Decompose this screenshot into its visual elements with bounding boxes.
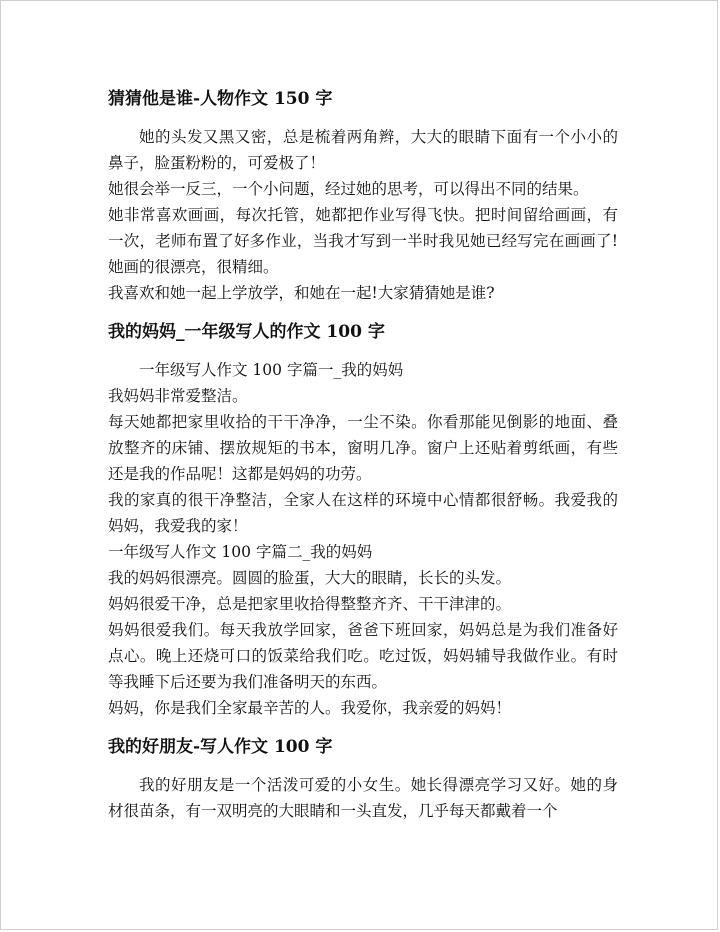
section-title: 我的好朋友-写人作文 100 字 bbox=[108, 737, 333, 757]
paragraph: 我的妈妈很漂亮。圆圆的脸蛋，大大的眼睛，长长的头发。 bbox=[108, 569, 512, 587]
section-title: 猜猜他是谁-人物作文 150 字 bbox=[108, 89, 333, 109]
paragraph: 妈妈很爱我们。每天我放学回家，爸爸下班回家，妈妈总是为我们准备好点心。晚上还烧可口的饭菜给我们吃。吃过饭，妈妈辅导我做作业。有时等我睡下后还要为我们准备明天的东西。 bbox=[108, 621, 618, 691]
paragraph: 她很会举一反三，一个小问题，经过她的思考，可以得出不同的结果。 bbox=[108, 180, 589, 198]
paragraph: 妈妈很爱干净，总是把家里收拾得整整齐齐、干干津津的。 bbox=[108, 595, 512, 613]
paragraph: 一年级写人作文 100 字篇一_我的妈妈 bbox=[139, 361, 404, 379]
paragraph: 我的好朋友是一个活泼可爱的小女生。她长得漂亮学习又好。她的身材很苗条，有一双明亮的大眼睛和一头直发，几乎每天都戴着一个 bbox=[108, 776, 618, 820]
paragraph: 我妈妈非常爱整洁。 bbox=[108, 387, 248, 405]
document-body bbox=[108, 85, 618, 824]
paragraph: 她的头发又黑又密，总是梳着两角辫，大大的眼睛下面有一个小小的鼻子，脸蛋粉粉的，可爱极了！ bbox=[108, 128, 618, 172]
paragraph: 妈妈，你是我们全家最辛苦的人。我爱你，我亲爱的妈妈！ bbox=[108, 699, 512, 717]
paragraph: 我的家真的很干净整洁，全家人在这样的环境中心情都很舒畅。我爱我的妈妈，我爱我的家！ bbox=[108, 491, 618, 535]
paragraph: 她非常喜欢画画，每次托管，她都把作业写得飞快。把时间留给画画，有一次，老师布置了好多作业，当我才写到一半时我见她已经写完在画画了!她画的很漂亮，很精细。 bbox=[108, 206, 618, 276]
paragraph: 一年级写人作文 100 字篇二_我的妈妈 bbox=[108, 543, 373, 561]
paragraph: 我喜欢和她一起上学放学，和她在一起!大家猜猜她是谁? bbox=[108, 284, 495, 302]
section-title: 我的妈妈_一年级写人的作文 100 字 bbox=[108, 322, 385, 342]
paragraph: 每天她都把家里收拾的干干净净，一尘不染。你看那能见倒影的地面、叠放整齐的床铺、摆放规矩的书本，窗明几净。窗户上还贴着剪纸画，有些还是我的作品呢！这都是妈妈的功劳。 bbox=[108, 413, 618, 483]
